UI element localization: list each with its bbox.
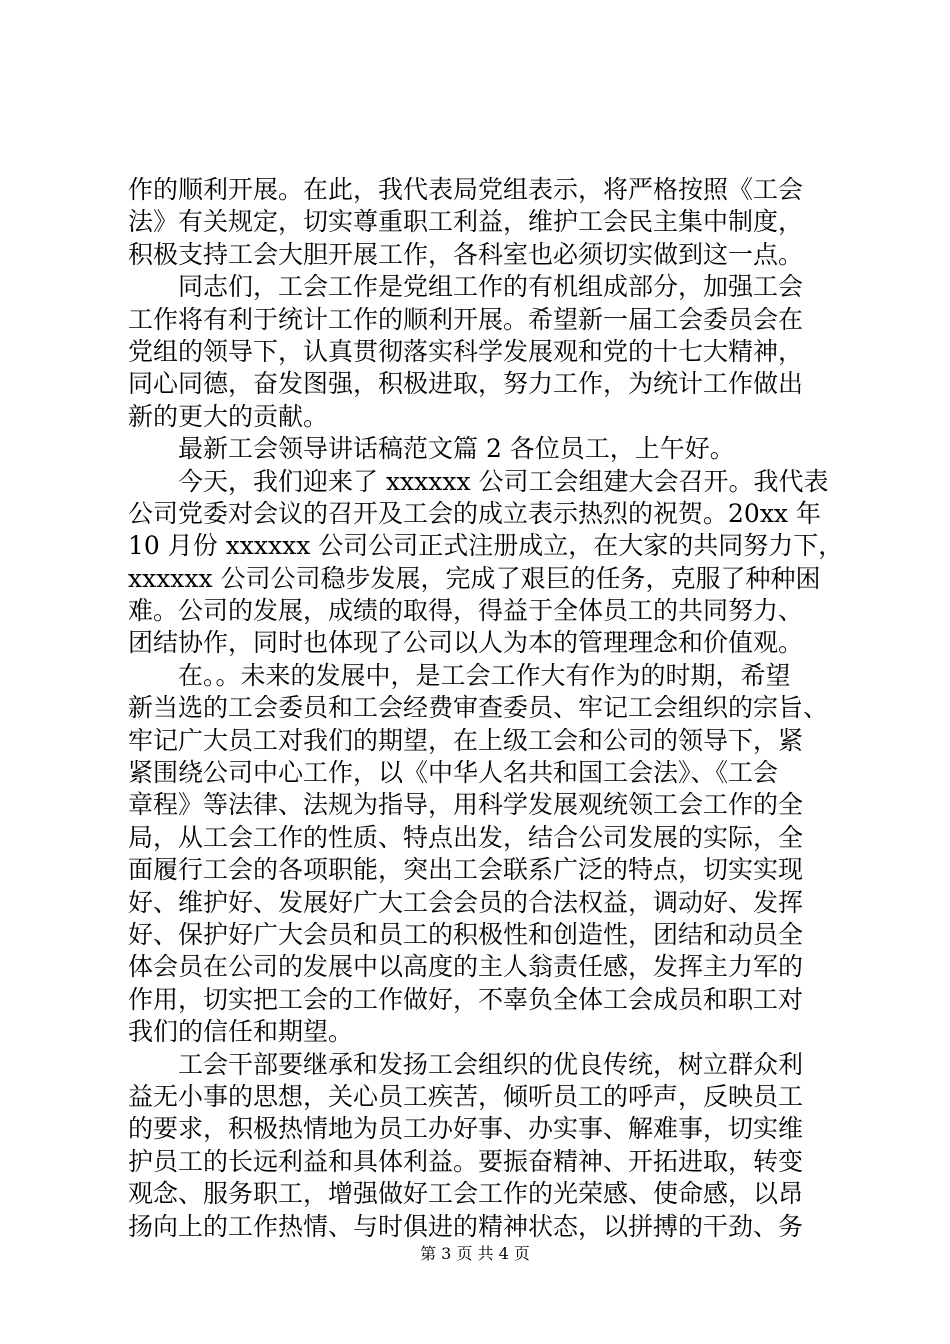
text-line: 最新工会领导讲话稿范文篇 2 各位员工，上午好。: [128, 434, 735, 464]
text-line: 新当选的工会委员和工会经费审查委员、牢记工会组织的宗旨、: [128, 693, 829, 723]
text-line: xxxxxx 公司公司稳步发展，完成了艰巨的任务，克服了种种困: [128, 563, 821, 593]
text-line: 观念、服务职工，增强做好工会工作的光荣感、使命感，以昂: [128, 1179, 804, 1209]
text-line: 在。。未来的发展中，是工会工作大有作为的时期，希望: [128, 660, 791, 690]
page-footer: [0, 1244, 950, 1264]
text-line: 工作将有利于统计工作的顺利开展。希望新一届工会委员会在: [128, 304, 804, 334]
text-line: 好、维护好、发展好广大工会会员的合法权益，调动好、发挥: [128, 887, 804, 917]
text-line: 工会干部要继承和发扬工会组织的优良传统，树立群众利: [128, 1049, 804, 1079]
text-line: 局，从工会工作的性质、特点出发，结合公司发展的实际，全: [128, 822, 804, 852]
text-line: 章程》等法律、法规为指导，用科学发展观统领工会工作的全: [128, 790, 804, 820]
text-line: 牢记广大员工对我们的期望，在上级工会和公司的领导下，紧: [128, 725, 804, 755]
text-line: 同心同德，奋发图强，积极进取，努力工作，为统计工作做出: [128, 369, 804, 399]
text-line: 10 月份 xxxxxx 公司公司正式注册成立，在大家的共同努力下，: [128, 531, 844, 561]
text-line: 难。公司的发展，成绩的取得，得益于全体员工的共同努力、: [128, 596, 804, 626]
text-line: 作的顺利开展。在此，我代表局党组表示，将严格按照《工会: [128, 175, 804, 204]
text-line: 积极支持工会大胆开展工作，各科室也必须切实做到这一点。: [128, 239, 804, 269]
text-line: 好、保护好广大会员和员工的积极性和创造性，团结和动员全: [128, 919, 804, 949]
text-line: 今天，我们迎来了 xxxxxx 公司工会组建大会召开。我代表: [128, 466, 829, 496]
text-line: 公司党委对会议的召开及工会的成立表示热烈的祝贺。20xx 年: [128, 498, 821, 528]
text-line: 我们的信任和期望。: [128, 1017, 354, 1047]
page-number: 第 3 页 共 4 页: [420, 1244, 530, 1263]
text-line: 法》有关规定，切实尊重职工利益，维护工会民主集中制度，: [128, 207, 804, 237]
text-line: 面履行工会的各项职能，突出工会联系广泛的特点，切实实现: [128, 855, 804, 885]
text-line: 作用，切实把工会的工作做好，不辜负全体工会成员和职工对: [128, 984, 804, 1014]
text-line: 益无小事的思想，关心员工疾苦，倾听员工的呼声，反映员工: [128, 1081, 804, 1111]
text-line: 新的更大的贡献。: [128, 401, 329, 431]
text-line: 紧围绕公司中心工作，以《中华人名共和国工会法》、《工会: [128, 758, 779, 788]
text-line: 体会员在公司的发展中以高度的主人翁责任感，发挥主力军的: [128, 952, 804, 982]
text-line: 党组的领导下，认真贯彻落实科学发展观和党的十七大精神，: [128, 336, 804, 366]
text-line: 的要求，积极热情地为员工办好事、办实事、解难事，切实维: [128, 1114, 804, 1144]
text-line: 护员工的长远利益和具体利益。要振奋精神、开拓进取，转变: [128, 1146, 804, 1176]
text-line: 扬向上的工作热情、与时俱进的精神状态，以拼搏的干劲、务: [128, 1211, 804, 1241]
document-body: [128, 174, 844, 1243]
text-line: 团结协作，同时也体现了公司以人为本的管理理念和价值观。: [128, 628, 804, 658]
text-line: 同志们，工会工作是党组工作的有机组成部分，加强工会: [128, 272, 804, 302]
